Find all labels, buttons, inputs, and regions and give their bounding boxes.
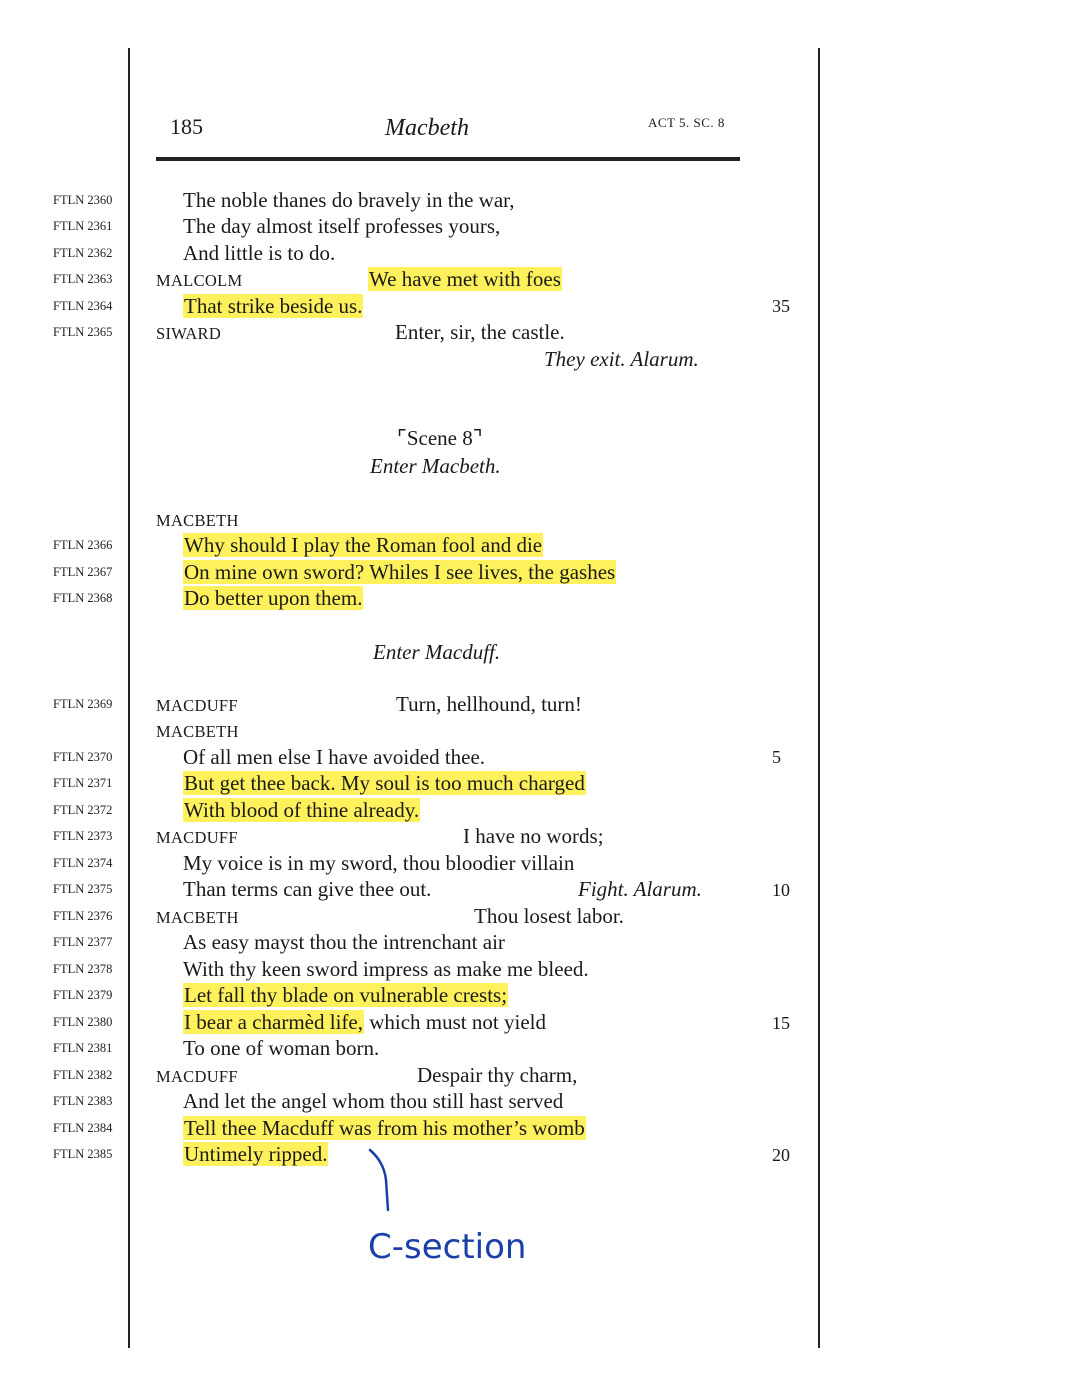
- ftln-label: FTLN 2382: [53, 1068, 113, 1082]
- speaker-macduff: MACDUFF: [156, 828, 238, 847]
- speaker-macbeth: MACBETH: [156, 511, 239, 530]
- highlighted-text: With blood of thine already.: [184, 798, 420, 822]
- verse-line: Thou losest labor.: [474, 904, 624, 928]
- speaker-siward: SIWARD: [156, 324, 222, 343]
- ftln-label: FTLN 2371: [53, 776, 113, 790]
- highlighted-text: Tell thee Macduff was from his mother’s womb: [184, 1116, 585, 1140]
- speaker-malcolm: MALCOLM: [156, 271, 243, 290]
- ftln-label: FTLN 2370: [53, 750, 113, 764]
- stage-direction: Enter Macduff.: [373, 640, 501, 664]
- ftln-label: FTLN 2384: [53, 1121, 113, 1135]
- highlighted-text: Let fall thy blade on vulnerable crests;: [184, 983, 508, 1007]
- annotation-drawing: [366, 1142, 586, 1272]
- stage-direction: Enter Macbeth.: [370, 454, 501, 478]
- ftln-label: FTLN 2380: [53, 1015, 113, 1029]
- ftln-label: FTLN 2363: [53, 272, 113, 286]
- verse-line: [183, 1116, 586, 1141]
- verse-line: [183, 1142, 328, 1167]
- ftln-label: FTLN 2369: [53, 697, 113, 711]
- ftln-label: FTLN 2360: [53, 193, 113, 207]
- ftln-label: FTLN 2366: [53, 538, 113, 552]
- ftln-label: FTLN 2367: [53, 565, 113, 579]
- verse-line: [183, 1010, 546, 1035]
- ftln-label: FTLN 2365: [53, 325, 113, 339]
- verse-line: I have no words;: [463, 824, 604, 848]
- highlighted-text: Untimely ripped.: [184, 1142, 328, 1166]
- plain-text: which must not yield: [363, 1010, 546, 1034]
- speaker-macduff: MACDUFF: [156, 696, 238, 715]
- verse-line: [183, 983, 508, 1008]
- verse-line: And let the angel whom thou still hast served: [183, 1089, 564, 1113]
- ftln-label: FTLN 2381: [53, 1041, 113, 1055]
- scene-heading: ⌜Scene 8⌝: [397, 426, 483, 450]
- line-number: 20: [772, 1145, 790, 1165]
- verse-line: [183, 533, 543, 558]
- verse-line: The day almost itself professes yours,: [183, 214, 501, 238]
- ftln-label: FTLN 2362: [53, 246, 113, 260]
- header-rule: [156, 157, 740, 161]
- verse-line: As easy mayst thou the intrenchant air: [183, 930, 505, 954]
- verse-line: [183, 586, 363, 611]
- stage-direction: They exit. Alarum.: [544, 347, 699, 371]
- verse-line: [183, 560, 616, 585]
- verse-line: Than terms can give thee out.: [183, 877, 432, 901]
- verse-line: [183, 294, 363, 319]
- play-title: Macbeth: [385, 115, 469, 141]
- verse-line: [368, 267, 562, 292]
- line-number: 35: [772, 296, 790, 316]
- verse-line: My voice is in my sword, thou bloodier villain: [183, 851, 575, 875]
- ftln-label: FTLN 2377: [53, 935, 113, 949]
- ftln-label: FTLN 2372: [53, 803, 113, 817]
- annotation-text: C-section: [368, 1227, 527, 1267]
- annotation-arrow-line: [370, 1150, 388, 1210]
- highlighted-text: On mine own sword? Whiles I see lives, the gashes: [184, 560, 616, 584]
- verse-line: [183, 771, 586, 796]
- verse-line: With thy keen sword impress as make me bleed.: [183, 957, 589, 981]
- highlighted-text: Why should I play the Roman fool and die: [184, 533, 543, 557]
- line-number: 5: [772, 747, 781, 767]
- left-margin-rule: [128, 48, 130, 1348]
- stage-direction: Fight. Alarum.: [578, 877, 702, 901]
- ftln-label: FTLN 2385: [53, 1147, 113, 1161]
- highlighted-text: That strike beside us.: [184, 294, 363, 318]
- page-number: 185: [170, 114, 203, 139]
- ftln-label: FTLN 2378: [53, 962, 113, 976]
- speaker-macduff: MACDUFF: [156, 1067, 238, 1086]
- ftln-label: FTLN 2374: [53, 856, 113, 870]
- ftln-label: FTLN 2364: [53, 299, 113, 313]
- ftln-label: FTLN 2375: [53, 882, 113, 896]
- ftln-label: FTLN 2368: [53, 591, 113, 605]
- speaker-macbeth: MACBETH: [156, 908, 239, 927]
- highlighted-text: We have met with foes: [369, 267, 561, 291]
- speaker-macbeth: MACBETH: [156, 722, 239, 741]
- highlighted-text: But get thee back. My soul is too much charged: [184, 771, 585, 795]
- verse-line: Enter, sir, the castle.: [395, 320, 565, 344]
- verse-line: Turn, hellhound, turn!: [396, 692, 582, 716]
- verse-line: The noble thanes do bravely in the war,: [183, 188, 515, 212]
- ftln-label: FTLN 2376: [53, 909, 113, 923]
- handwritten-annotation: [366, 1142, 586, 1277]
- line-number: 15: [772, 1013, 790, 1033]
- highlighted-text: Do better upon them.: [184, 586, 363, 610]
- right-margin-rule: [818, 48, 820, 1348]
- verse-line: [183, 798, 420, 823]
- ftln-label: FTLN 2361: [53, 219, 113, 233]
- verse-line: Of all men else I have avoided thee.: [183, 745, 486, 769]
- ftln-label: FTLN 2383: [53, 1094, 113, 1108]
- verse-line: Despair thy charm,: [417, 1063, 578, 1087]
- verse-line: To one of woman born.: [183, 1036, 380, 1060]
- highlighted-text: I bear a charmèd life,: [184, 1010, 363, 1034]
- line-number: 10: [772, 880, 790, 900]
- ftln-label: FTLN 2373: [53, 829, 113, 843]
- ftln-label: FTLN 2379: [53, 988, 113, 1002]
- act-scene-label: ACT 5. SC. 8: [648, 115, 725, 130]
- verse-line: And little is to do.: [183, 241, 336, 265]
